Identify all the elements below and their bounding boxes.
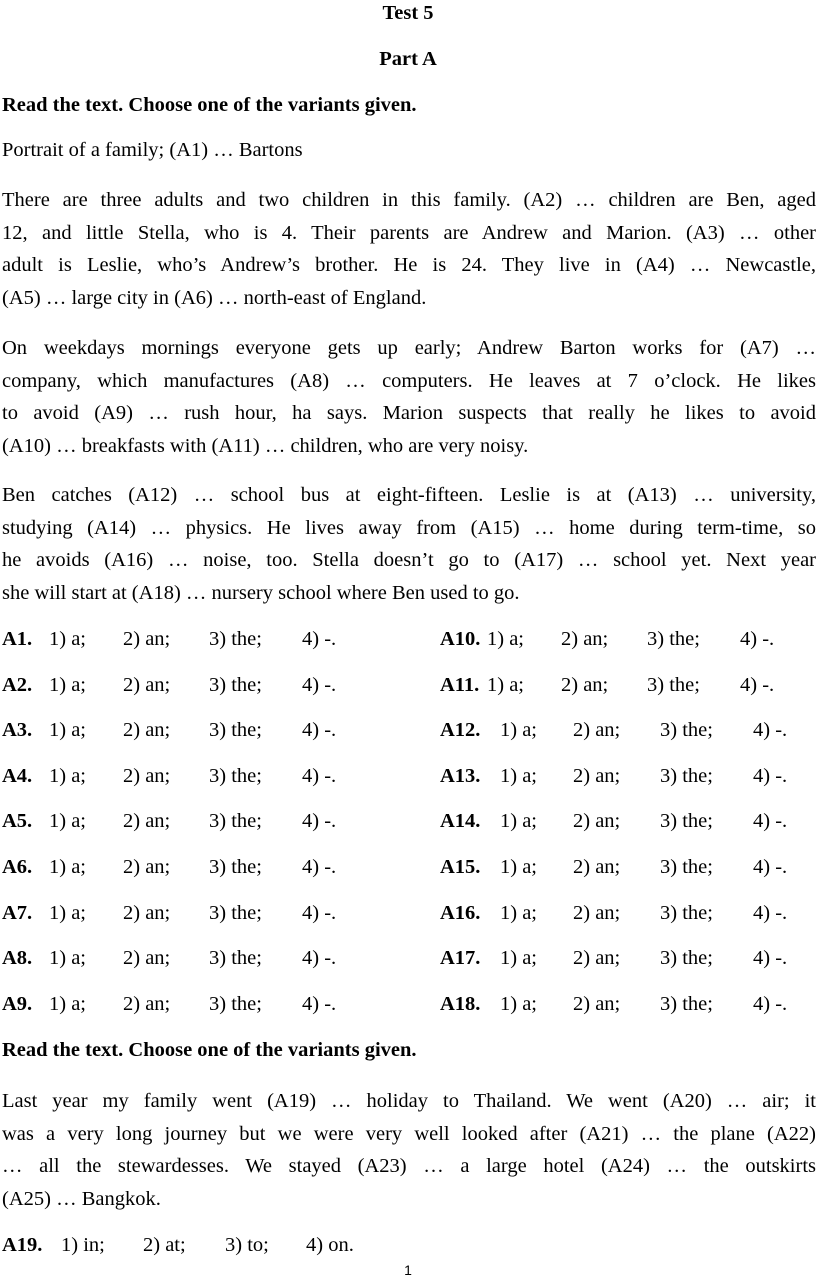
question-row [440, 993, 816, 1023]
option-3[interactable]: 3) the; [660, 856, 713, 878]
question-row [2, 947, 382, 977]
option-2[interactable]: 2) an; [573, 719, 621, 742]
question-row [440, 719, 816, 749]
option-2[interactable]: 2) at; [143, 1234, 186, 1256]
option-2[interactable]: 2) an; [123, 856, 171, 878]
text-title: Portrait of a family; (A1) … Bartons [2, 139, 303, 161]
option-2[interactable]: 2) an; [573, 810, 621, 833]
question-row [2, 856, 382, 886]
paragraph-2 [2, 332, 816, 462]
paragraph-line: There are three adults and two children in this family. (A2) … children are Ben, aged [2, 189, 816, 211]
option-1[interactable]: 1) a; [500, 764, 537, 787]
option-3[interactable]: 3) the; [647, 673, 700, 696]
option-2[interactable]: 2) an; [123, 901, 171, 924]
option-3[interactable]: 3) the; [209, 992, 262, 1015]
option-4[interactable]: 4) -. [753, 901, 788, 924]
option-1[interactable]: 1) a; [500, 719, 537, 742]
option-4[interactable]: 4) -. [753, 856, 788, 878]
question-number: A5. [2, 810, 33, 833]
option-3[interactable]: 3) the; [660, 992, 713, 1015]
option-4[interactable]: 4) -. [302, 947, 337, 970]
option-4[interactable]: 4) -. [753, 947, 788, 970]
question-row [440, 765, 816, 795]
option-3[interactable]: 3) the; [209, 901, 262, 924]
question-number: A3. [2, 719, 33, 742]
option-4[interactable]: 4) -. [302, 992, 337, 1015]
option-2[interactable]: 2) an; [123, 673, 171, 696]
option-4[interactable]: 4) -. [302, 901, 337, 924]
option-3[interactable]: 3) the; [209, 628, 262, 650]
question-a19 [2, 1234, 402, 1264]
question-number: A6. [2, 856, 33, 878]
option-1[interactable]: 1) a; [500, 810, 537, 833]
paragraph-line: she will start at (A18) … nursery school where Ben used to go. [2, 581, 520, 604]
option-4[interactable]: 4) -. [753, 810, 788, 833]
option-4[interactable]: 4) -. [302, 764, 337, 787]
option-4[interactable]: 4) -. [302, 810, 337, 833]
option-3[interactable]: 3) the; [209, 764, 262, 787]
question-row [440, 947, 816, 977]
paragraph-1 [2, 184, 816, 314]
paragraph-line: studying (A14) … physics. He lives away from (A15) … home during term-time, so [2, 516, 816, 539]
option-4[interactable]: 4) -. [753, 764, 788, 787]
option-1[interactable]: 1) a; [49, 947, 86, 970]
question-number: A2. [2, 673, 33, 696]
paragraph-line: 12, and little Stella, who is 4. Their parents are Andrew and Marion. (A3) … other [2, 221, 816, 244]
part-title: Part A [379, 48, 437, 70]
option-1[interactable]: 1) a; [500, 947, 537, 970]
paragraph-3 [2, 479, 816, 609]
paragraph-line: (A25) … Bangkok. [2, 1187, 161, 1210]
paragraph-line: On weekdays mornings everyone gets up early; Andrew Barton works for (A7) … [2, 337, 816, 359]
option-3[interactable]: 3) the; [209, 947, 262, 970]
option-1[interactable]: 1) a; [500, 992, 537, 1015]
paragraph-line: (A5) … large city in (A6) … north-east of England. [2, 286, 427, 309]
option-4[interactable]: 4) -. [740, 673, 775, 696]
option-1[interactable]: 1) a; [49, 856, 86, 878]
question-number: A18. [440, 992, 481, 1015]
option-3[interactable]: 3) to; [225, 1234, 269, 1256]
section1-instruction: Read the text. Choose one of the variants given. [2, 94, 417, 116]
option-2[interactable]: 2) an; [573, 764, 621, 787]
question-number: A8. [2, 947, 33, 970]
section2-instruction: Read the text. Choose one of the variants given. [2, 1039, 417, 1061]
question-row [440, 856, 816, 886]
paragraph-line: he avoids (A16) … noise, too. Stella doesn’t go to (A17) … school yet. Next year [2, 549, 816, 571]
question-row [440, 674, 816, 704]
option-1[interactable]: 1) a; [49, 719, 86, 742]
test-title: Test 5 [382, 2, 434, 24]
option-1[interactable]: 1) a; [49, 901, 86, 924]
option-2[interactable]: 2) an; [573, 992, 621, 1015]
paragraph-line: … all the stewardesses. We stayed (A23) … a large hotel (A24) … the outskirts [2, 1155, 816, 1177]
option-1[interactable]: 1) a; [487, 673, 524, 696]
question-number: A11. [440, 673, 480, 696]
option-4[interactable]: 4) -. [302, 719, 337, 742]
option-3[interactable]: 3) the; [209, 810, 262, 833]
option-3[interactable]: 3) the; [660, 947, 713, 970]
question-number: A1. [2, 628, 33, 650]
question-row [440, 810, 816, 840]
option-2[interactable]: 2) an; [123, 992, 171, 1015]
question-row [2, 902, 382, 932]
question-number: A19. [2, 1234, 43, 1256]
paragraph-line: company, which manufactures (A8) … computers. He leaves at 7 o’clock. He likes [2, 369, 816, 392]
paragraph-line: Ben catches (A12) … school bus at eight-fifteen. Leslie is at (A13) … university, [2, 484, 816, 506]
option-1[interactable]: 1) a; [49, 673, 86, 696]
question-number: A14. [440, 810, 481, 833]
option-1[interactable]: 1) a; [49, 810, 86, 833]
option-4[interactable]: 4) -. [302, 628, 337, 650]
option-1[interactable]: 1) a; [49, 992, 86, 1015]
option-3[interactable]: 3) the; [660, 901, 713, 924]
question-number: A13. [440, 764, 481, 787]
option-4[interactable]: 4) -. [740, 628, 775, 650]
option-2[interactable]: 2) an; [573, 947, 621, 970]
question-number: A12. [440, 719, 481, 742]
option-3[interactable]: 3) the; [209, 673, 262, 696]
question-row [2, 810, 382, 840]
question-number: A9. [2, 992, 33, 1015]
option-3[interactable]: 3) the; [660, 719, 713, 742]
question-number: A16. [440, 901, 481, 924]
option-1[interactable]: 1) in; [61, 1234, 105, 1256]
option-4[interactable]: 4) -. [302, 856, 337, 878]
option-2[interactable]: 2) an; [123, 810, 171, 833]
option-3[interactable]: 3) the; [660, 810, 713, 833]
question-number: A4. [2, 764, 33, 787]
question-number: A7. [2, 901, 33, 924]
question-row [2, 765, 382, 795]
option-3[interactable]: 3) the; [209, 856, 262, 878]
page-number: 1 [404, 1262, 412, 1278]
question-row [440, 902, 816, 932]
option-4[interactable]: 4) -. [753, 992, 788, 1015]
question-row [440, 628, 816, 658]
option-1[interactable]: 1) a; [49, 628, 86, 650]
option-4[interactable]: 4) on. [306, 1234, 354, 1256]
option-4[interactable]: 4) -. [753, 719, 788, 742]
question-row [2, 719, 382, 749]
paragraph-4 [2, 1085, 816, 1215]
question-row [2, 993, 382, 1023]
option-2[interactable]: 2) an; [123, 947, 171, 970]
option-1[interactable]: 1) a; [49, 764, 86, 787]
option-2[interactable]: 2) an; [561, 673, 609, 696]
question-number: A10. [440, 628, 481, 650]
question-row [2, 628, 382, 658]
option-2[interactable]: 2) an; [561, 628, 609, 650]
option-4[interactable]: 4) -. [302, 673, 337, 696]
option-3[interactable]: 3) the; [647, 628, 700, 650]
question-row [2, 674, 382, 704]
option-2[interactable]: 2) an; [123, 628, 171, 650]
option-1[interactable]: 1) a; [500, 856, 537, 878]
paragraph-line: to avoid (A9) … rush hour, ha says. Marion suspects that really he likes to avoid [2, 402, 816, 424]
option-3[interactable]: 3) the; [209, 719, 262, 742]
paragraph-line: (A10) … breakfasts with (A11) … children, who are very noisy. [2, 434, 529, 457]
option-2[interactable]: 2) an; [123, 719, 171, 742]
option-2[interactable]: 2) an; [573, 856, 621, 878]
paragraph-line: Last year my family went (A19) … holiday to Thailand. We went (A20) … air; it [2, 1090, 816, 1112]
question-number: A15. [440, 856, 481, 878]
option-3[interactable]: 3) the; [660, 764, 713, 787]
paragraph-line: was a very long journey but we were very well looked after (A21) … the plane (A22) [2, 1122, 816, 1145]
option-2[interactable]: 2) an; [123, 764, 171, 787]
option-2[interactable]: 2) an; [573, 901, 621, 924]
paragraph-line: adult is Leslie, who’s Andrew’s brother. He is 24. They live in (A4) … Newcastle, [2, 254, 816, 276]
option-1[interactable]: 1) a; [487, 628, 524, 650]
option-1[interactable]: 1) a; [500, 901, 537, 924]
question-number: A17. [440, 947, 481, 970]
